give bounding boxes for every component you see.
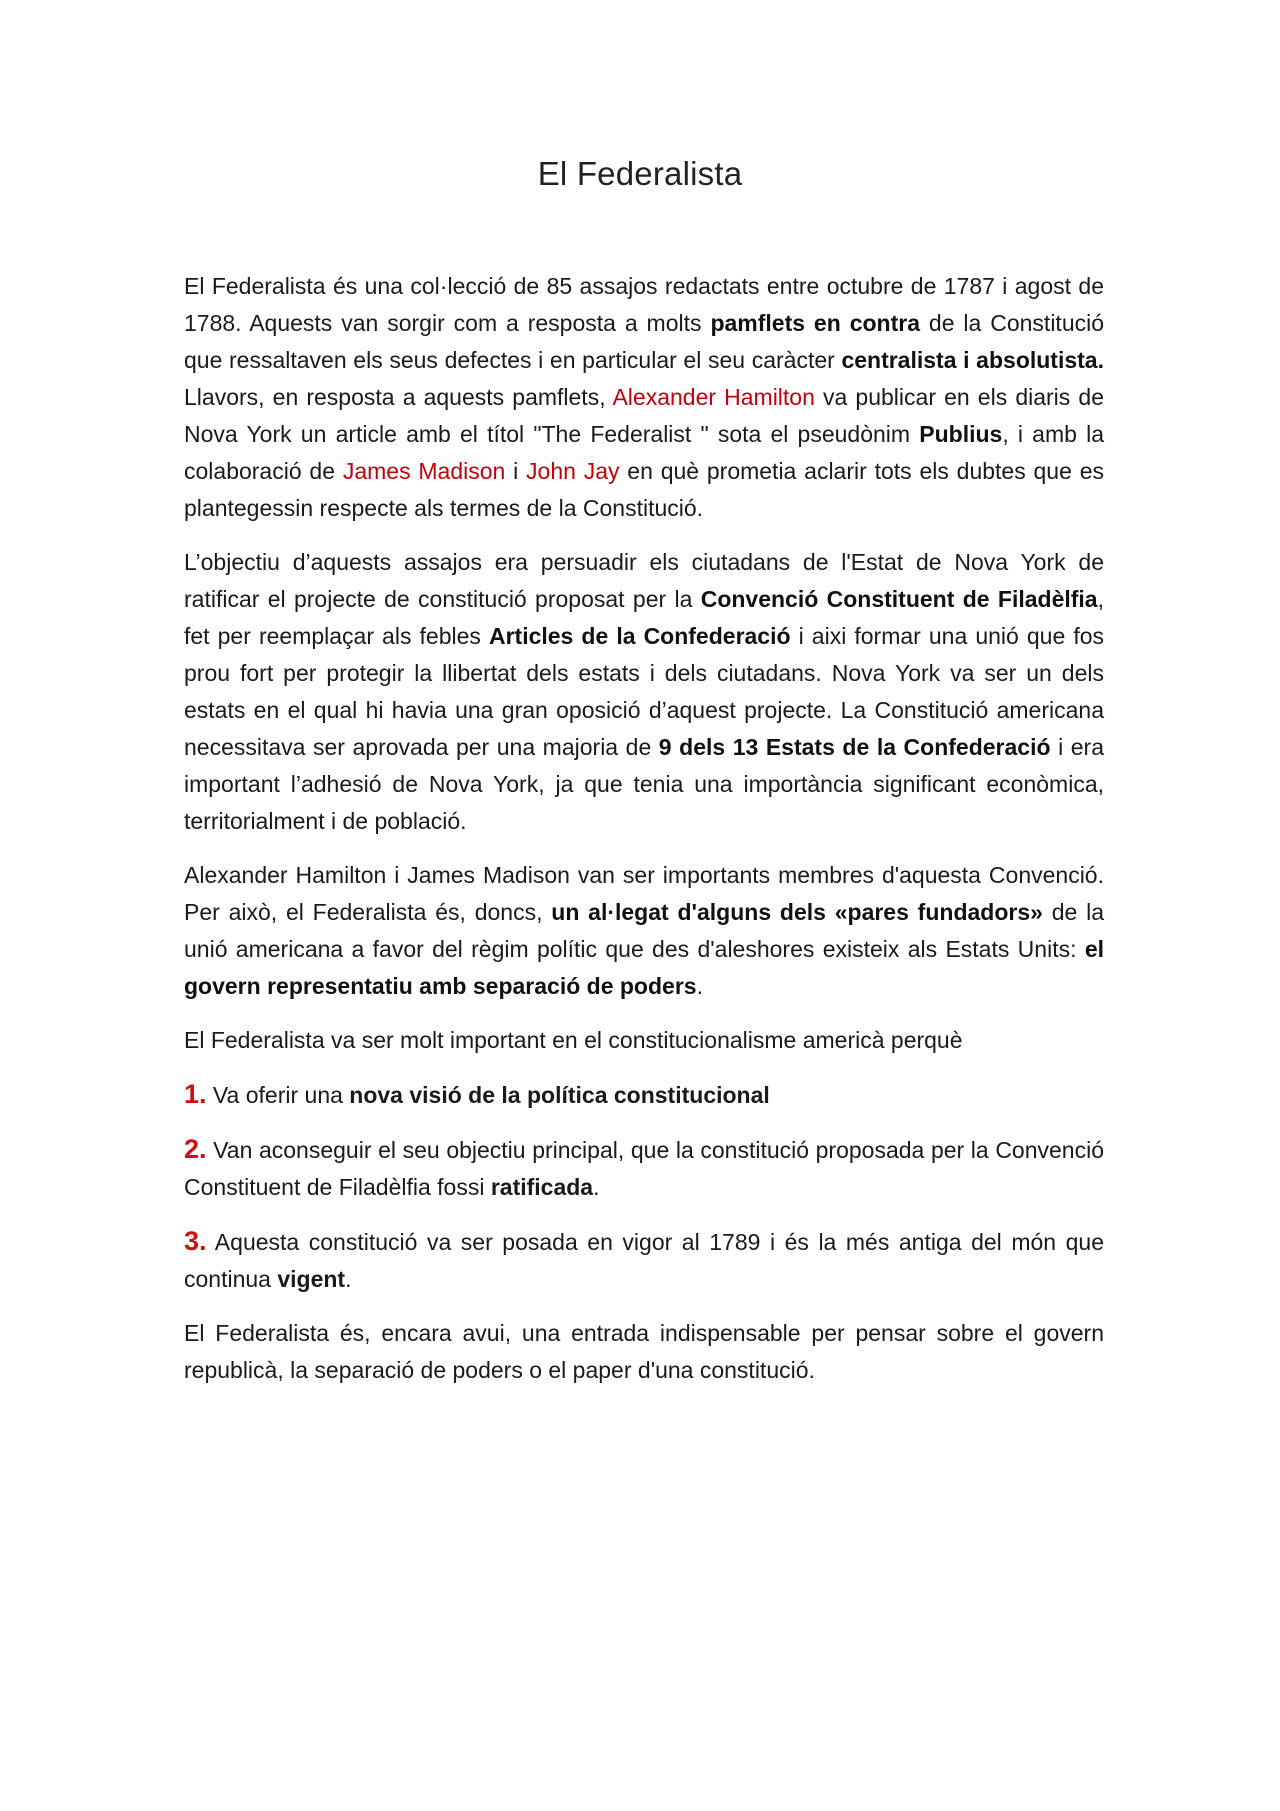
text-run: El Federalista és una col·lecció de 85 assajos redactats entre octubre de 1787 i agost de 1788. Aquests van sorgir com a resposta a molts	[184, 273, 1104, 336]
text-run: i	[505, 458, 527, 484]
bold-run: Articles de la Confederació	[488, 623, 791, 649]
text-run: , fet per reemplaçar als febles	[184, 586, 1104, 649]
text-run: de la Constitució que ressaltaven els seus defectes i en particular el seu caràcter	[184, 310, 1105, 373]
bold-run: vigent	[277, 1266, 346, 1292]
list-item-1	[184, 1076, 1104, 1114]
text-run: Llavors, en resposta a aquests pamflets,	[184, 384, 613, 410]
text-run: Alexander Hamilton i James Madison van ser importants membres d'aquesta Convenció. Per això, el Federalista és, doncs,	[184, 862, 1104, 925]
bold-run: pamflets en contra	[710, 310, 920, 336]
text-run: .	[696, 973, 703, 999]
paragraph-intro	[184, 268, 1104, 527]
bold-run: nova visió de la política constitucional	[349, 1082, 770, 1108]
list-number: 2.	[184, 1134, 207, 1164]
document-title: El Federalista	[537, 155, 743, 192]
list-number: 3.	[184, 1226, 207, 1256]
document-body	[184, 268, 1104, 1406]
bold-run: el govern representatiu amb separació de poders	[184, 936, 1104, 999]
text-run: i era important l’adhesió de Nova York, ja que tenia una importància significant econòmica, territorialment i de població.	[184, 734, 1104, 834]
bold-run: Publius	[919, 421, 1003, 447]
list-item-3	[184, 1223, 1104, 1298]
bold-run: ratificada	[490, 1174, 594, 1200]
text-run: i aixi formar una unió que fos prou fort per protegir la llibertat dels estats i dels ciutadans. Nova York va ser un dels estats en el qual hi havia una gran oposició d’aquest projecte. La Constitució americana necessitava ser aprovada per una majoria de	[184, 623, 1104, 760]
text-run: Van aconseguir el seu objectiu principal, que la constitució proposada per la Convenció Constituent de Filadèlfia fossi	[184, 1137, 1104, 1200]
text-run: de la unió americana a favor del règim polític que des d'aleshores existeix als Estats Units:	[184, 899, 1104, 962]
name-john-jay: John Jay	[526, 458, 620, 484]
paragraph-importance: El Federalista va ser molt important en el constitucionalisme americà perquè	[184, 1027, 963, 1053]
list-number: 1.	[184, 1079, 207, 1109]
text-run: .	[593, 1174, 600, 1200]
bold-run: Convenció Constituent de Filadèlfia	[700, 586, 1098, 612]
text-run: va publicar en els diaris de Nova York un article amb el títol "The Federalist " sota el pseudònim	[184, 384, 1104, 447]
text-run: Va oferir una	[206, 1082, 350, 1108]
name-alexander-hamilton: Alexander Hamilton	[612, 384, 815, 410]
text-run: L’objectiu d’aquests assajos era persuadir els ciutadans de l'Estat de Nova York de ratificar el projecte de constitució proposat per la	[184, 549, 1104, 612]
name-james-madison: James Madison	[342, 458, 506, 484]
paragraph-founders	[184, 857, 1104, 1005]
text-run: .	[345, 1266, 352, 1292]
text-run: , i amb la colaboració de	[184, 421, 1104, 484]
bold-run: un al·legat d'alguns dels «pares fundadors»	[551, 899, 1043, 925]
bold-run: centralista i absolutista.	[841, 347, 1104, 373]
list-item-2	[184, 1131, 1104, 1206]
bold-run: 9 dels 13 Estats de la Confederació	[658, 734, 1051, 760]
text-run: Aquesta constitució va ser posada en vigor al 1789 i és la més antiga del món que continua	[184, 1229, 1104, 1292]
paragraph-conclusion: El Federalista és, encara avui, una entrada indispensable per pensar sobre el govern republicà, la separació de poders o el paper d'una constitució.	[184, 1320, 1104, 1383]
text-run: en què prometia aclarir tots els dubtes que es plantegessin respecte als termes de la Constitució.	[184, 458, 1104, 521]
paragraph-objective	[184, 544, 1104, 840]
